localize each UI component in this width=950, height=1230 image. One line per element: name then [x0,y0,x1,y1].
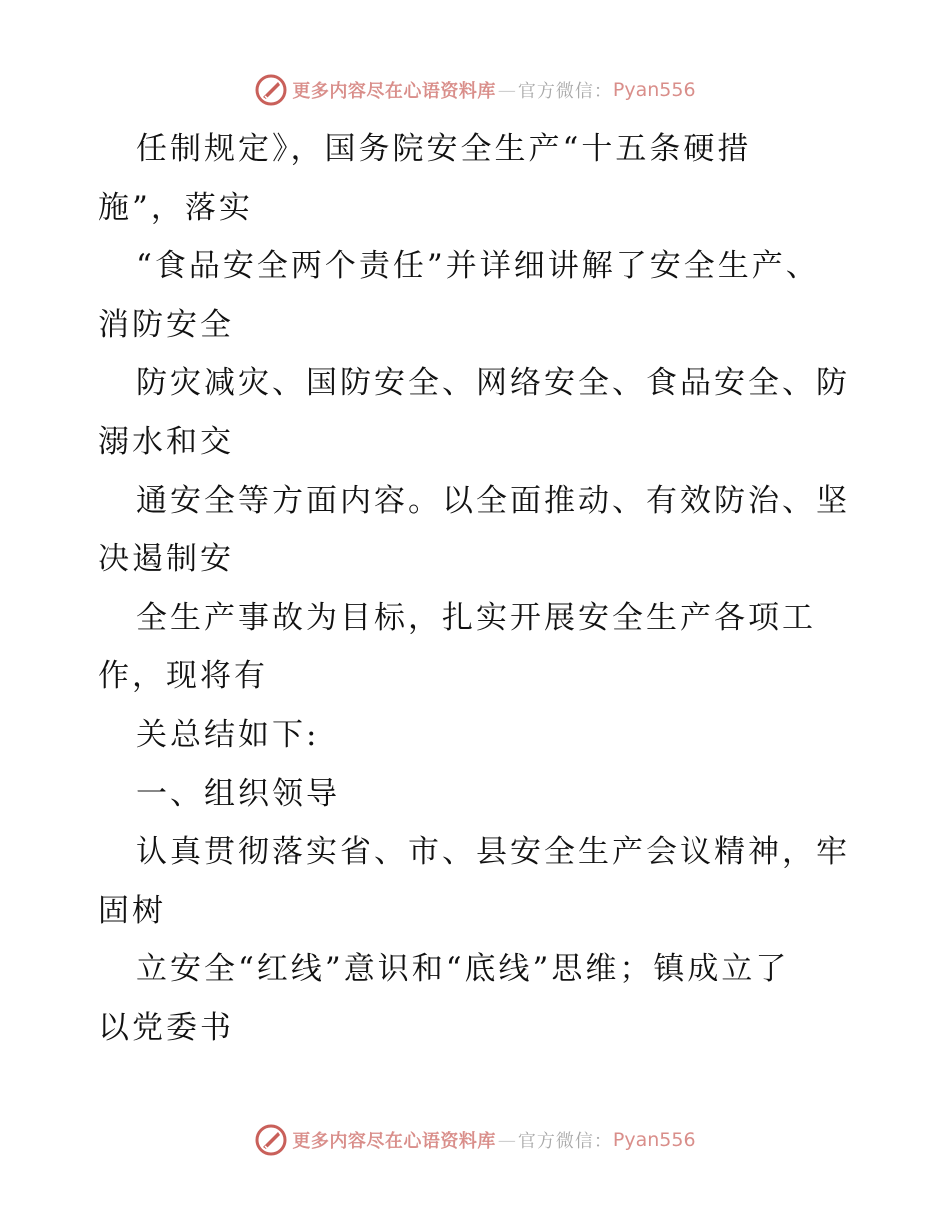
text-line: 施”，落实 [98,189,253,226]
banner-brand-text: 更多内容尽在心语资料库 [292,1131,496,1152]
banner-wechat-id: Pyan556 [612,79,696,101]
text-line: 溺水和交 [98,423,234,460]
text-line: 防灾减灾、国防安全、网络安全、食品安全、防 [136,365,850,402]
header-banner [0,70,950,110]
quill-pen-logo-icon [254,73,288,107]
text-line: 通安全等方面内容。以全面推动、有效防治、坚 [136,482,850,519]
document-body [98,120,858,1058]
text-line: 固树 [98,892,166,929]
section-heading: 一、组织领导 [136,775,340,812]
text-line: 决遏制安 [98,541,234,578]
banner-wechat-id: Pyan556 [612,1129,696,1151]
text-line: 作，现将有 [98,658,268,695]
banner-official-label: 官方微信： [517,81,613,102]
banner-brand-text: 更多内容尽在心语资料库 [292,81,496,102]
banner-dash: — [497,1129,516,1151]
text-line: 以党委书 [98,1009,234,1046]
text-line: 认真贯彻落实省、市、县安全生产会议精神，牢 [136,834,850,871]
text-line: 任制规定》，国务院安全生产“十五条硬措 [136,131,752,167]
banner-official-label: 官方微信： [517,1131,613,1152]
text-line: 消防安全 [98,306,234,343]
text-line: “食品安全两个责任”并详细讲解了安全生产、 [136,248,820,285]
text-line: 关总结如下: [136,716,320,753]
text-line: 全生产事故为目标，扎实开展安全生产各项工 [136,599,816,636]
footer-banner [0,1120,950,1160]
text-line: 立安全“红线”意识和“底线”思维；镇成立了 [136,951,790,988]
quill-pen-logo-icon [254,1123,288,1157]
banner-dash: — [497,79,516,101]
